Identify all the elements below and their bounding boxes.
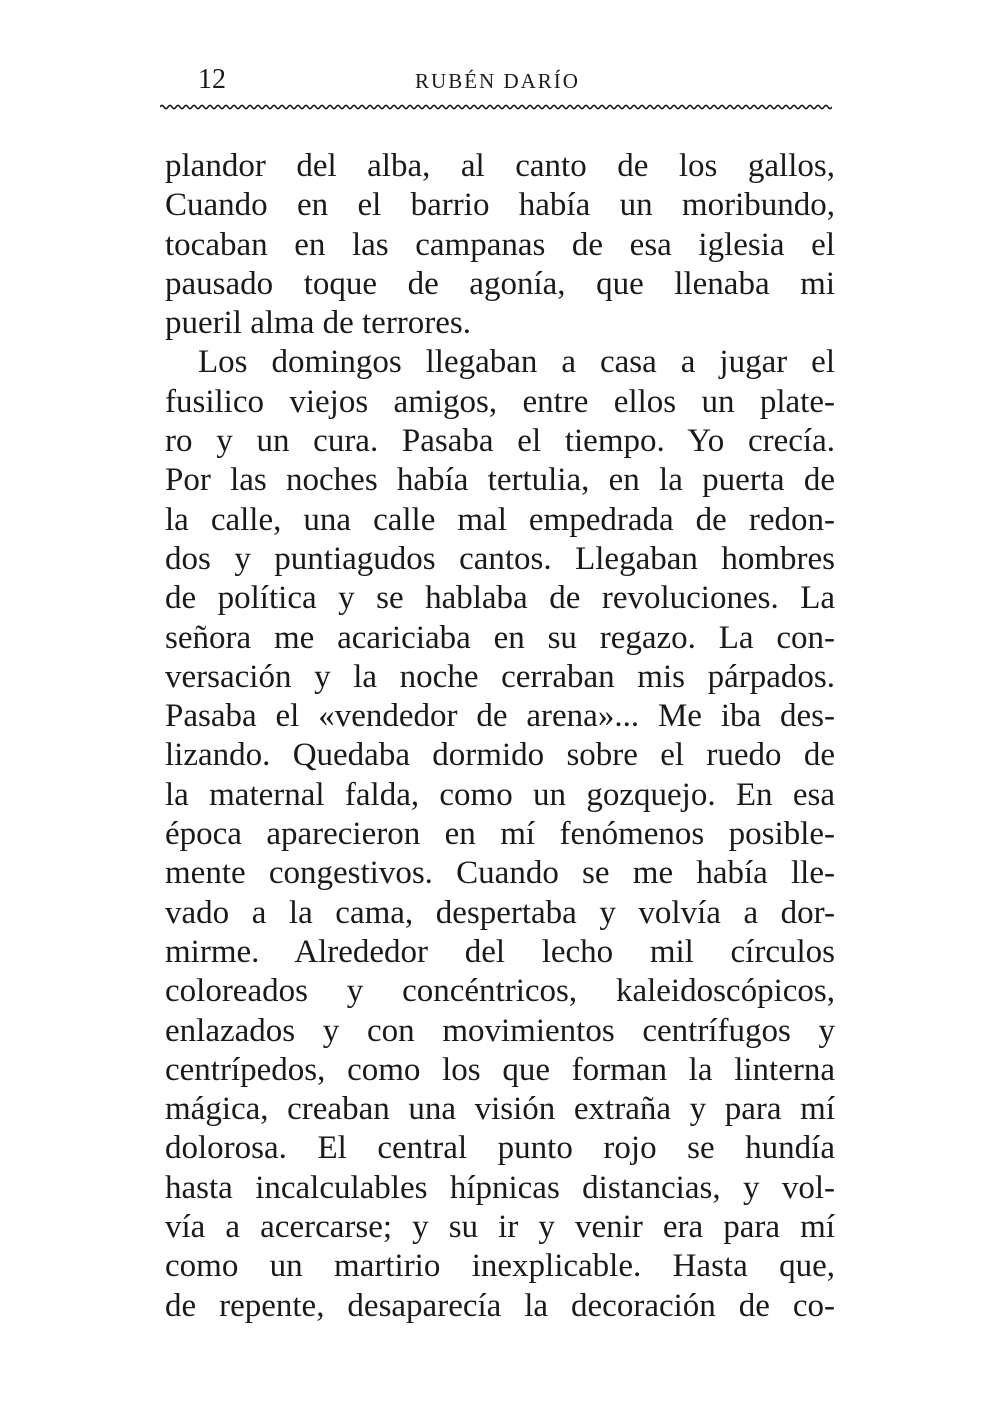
- text-line: enlazados y con movimientos centrífugos y: [165, 1012, 835, 1049]
- text-line: lizando. Quedaba dormido sobre el ruedo de: [165, 737, 835, 774]
- text-line: pausado toque de agonía, que llenaba mi: [165, 265, 835, 302]
- running-title: RUBÉN DARÍO: [415, 69, 580, 93]
- text-line: coloreados y concéntricos, kaleidoscópicos,: [165, 973, 835, 1010]
- text-line: de repente, desaparecía la decoración de co-: [165, 1287, 835, 1324]
- text-line: señora me acariciaba en su regazo. La con-: [165, 619, 835, 656]
- body-text: [165, 147, 835, 1326]
- text-line: Pasaba el «vendedor de arena»... Me iba des-: [165, 698, 835, 735]
- text-line: Los domingos llegaban a casa a jugar el: [198, 344, 835, 381]
- text-line: la maternal falda, como un gozquejo. En esa: [165, 776, 835, 813]
- text-line: dolorosa. El central punto rojo se hundía: [165, 1130, 835, 1167]
- text-line: ro y un cura. Pasaba el tiempo. Yo crecía.: [165, 423, 835, 460]
- text-line: pueril alma de terrores.: [165, 305, 472, 342]
- text-line: como un martirio inexplicable. Hasta que,: [165, 1248, 835, 1285]
- text-line: hasta incalculables hípnicas distancias, y vol-: [165, 1169, 835, 1206]
- text-line: Por las noches había tertulia, en la puerta de: [165, 462, 835, 499]
- text-line: Cuando en el barrio había un moribundo,: [165, 187, 835, 224]
- text-line: dos y puntiagudos cantos. Llegaban hombres: [165, 540, 835, 577]
- page-number: 12: [198, 64, 226, 95]
- text-line: mente congestivos. Cuando se me había lle-: [165, 855, 835, 892]
- wavy-ornament-rule: [160, 99, 832, 115]
- text-line: mirme. Alrededor del lecho mil círculos: [165, 933, 835, 970]
- text-line: fusilico viejos amigos, entre ellos un plate-: [165, 383, 835, 420]
- text-line: mágica, creaban una visión extraña y para mí: [165, 1091, 835, 1128]
- text-line: la calle, una calle mal empedrada de redon-: [165, 501, 835, 538]
- text-line: centrípedos, como los que forman la linterna: [165, 1051, 835, 1088]
- text-line: versación y la noche cerraban mis párpados.: [165, 658, 835, 695]
- text-line: época aparecieron en mí fenómenos posible-: [165, 816, 835, 853]
- text-line: tocaban en las campanas de esa iglesia el: [165, 226, 835, 263]
- text-line: plandor del alba, al canto de los gallos,: [165, 148, 835, 184]
- text-line: vía a acercarse; y su ir y venir era para mí: [165, 1209, 835, 1246]
- running-head: [160, 62, 835, 98]
- text-line: de política y se hablaba de revoluciones. La: [165, 580, 835, 617]
- text-line: vado a la cama, despertaba y volvía a dor-: [165, 894, 835, 931]
